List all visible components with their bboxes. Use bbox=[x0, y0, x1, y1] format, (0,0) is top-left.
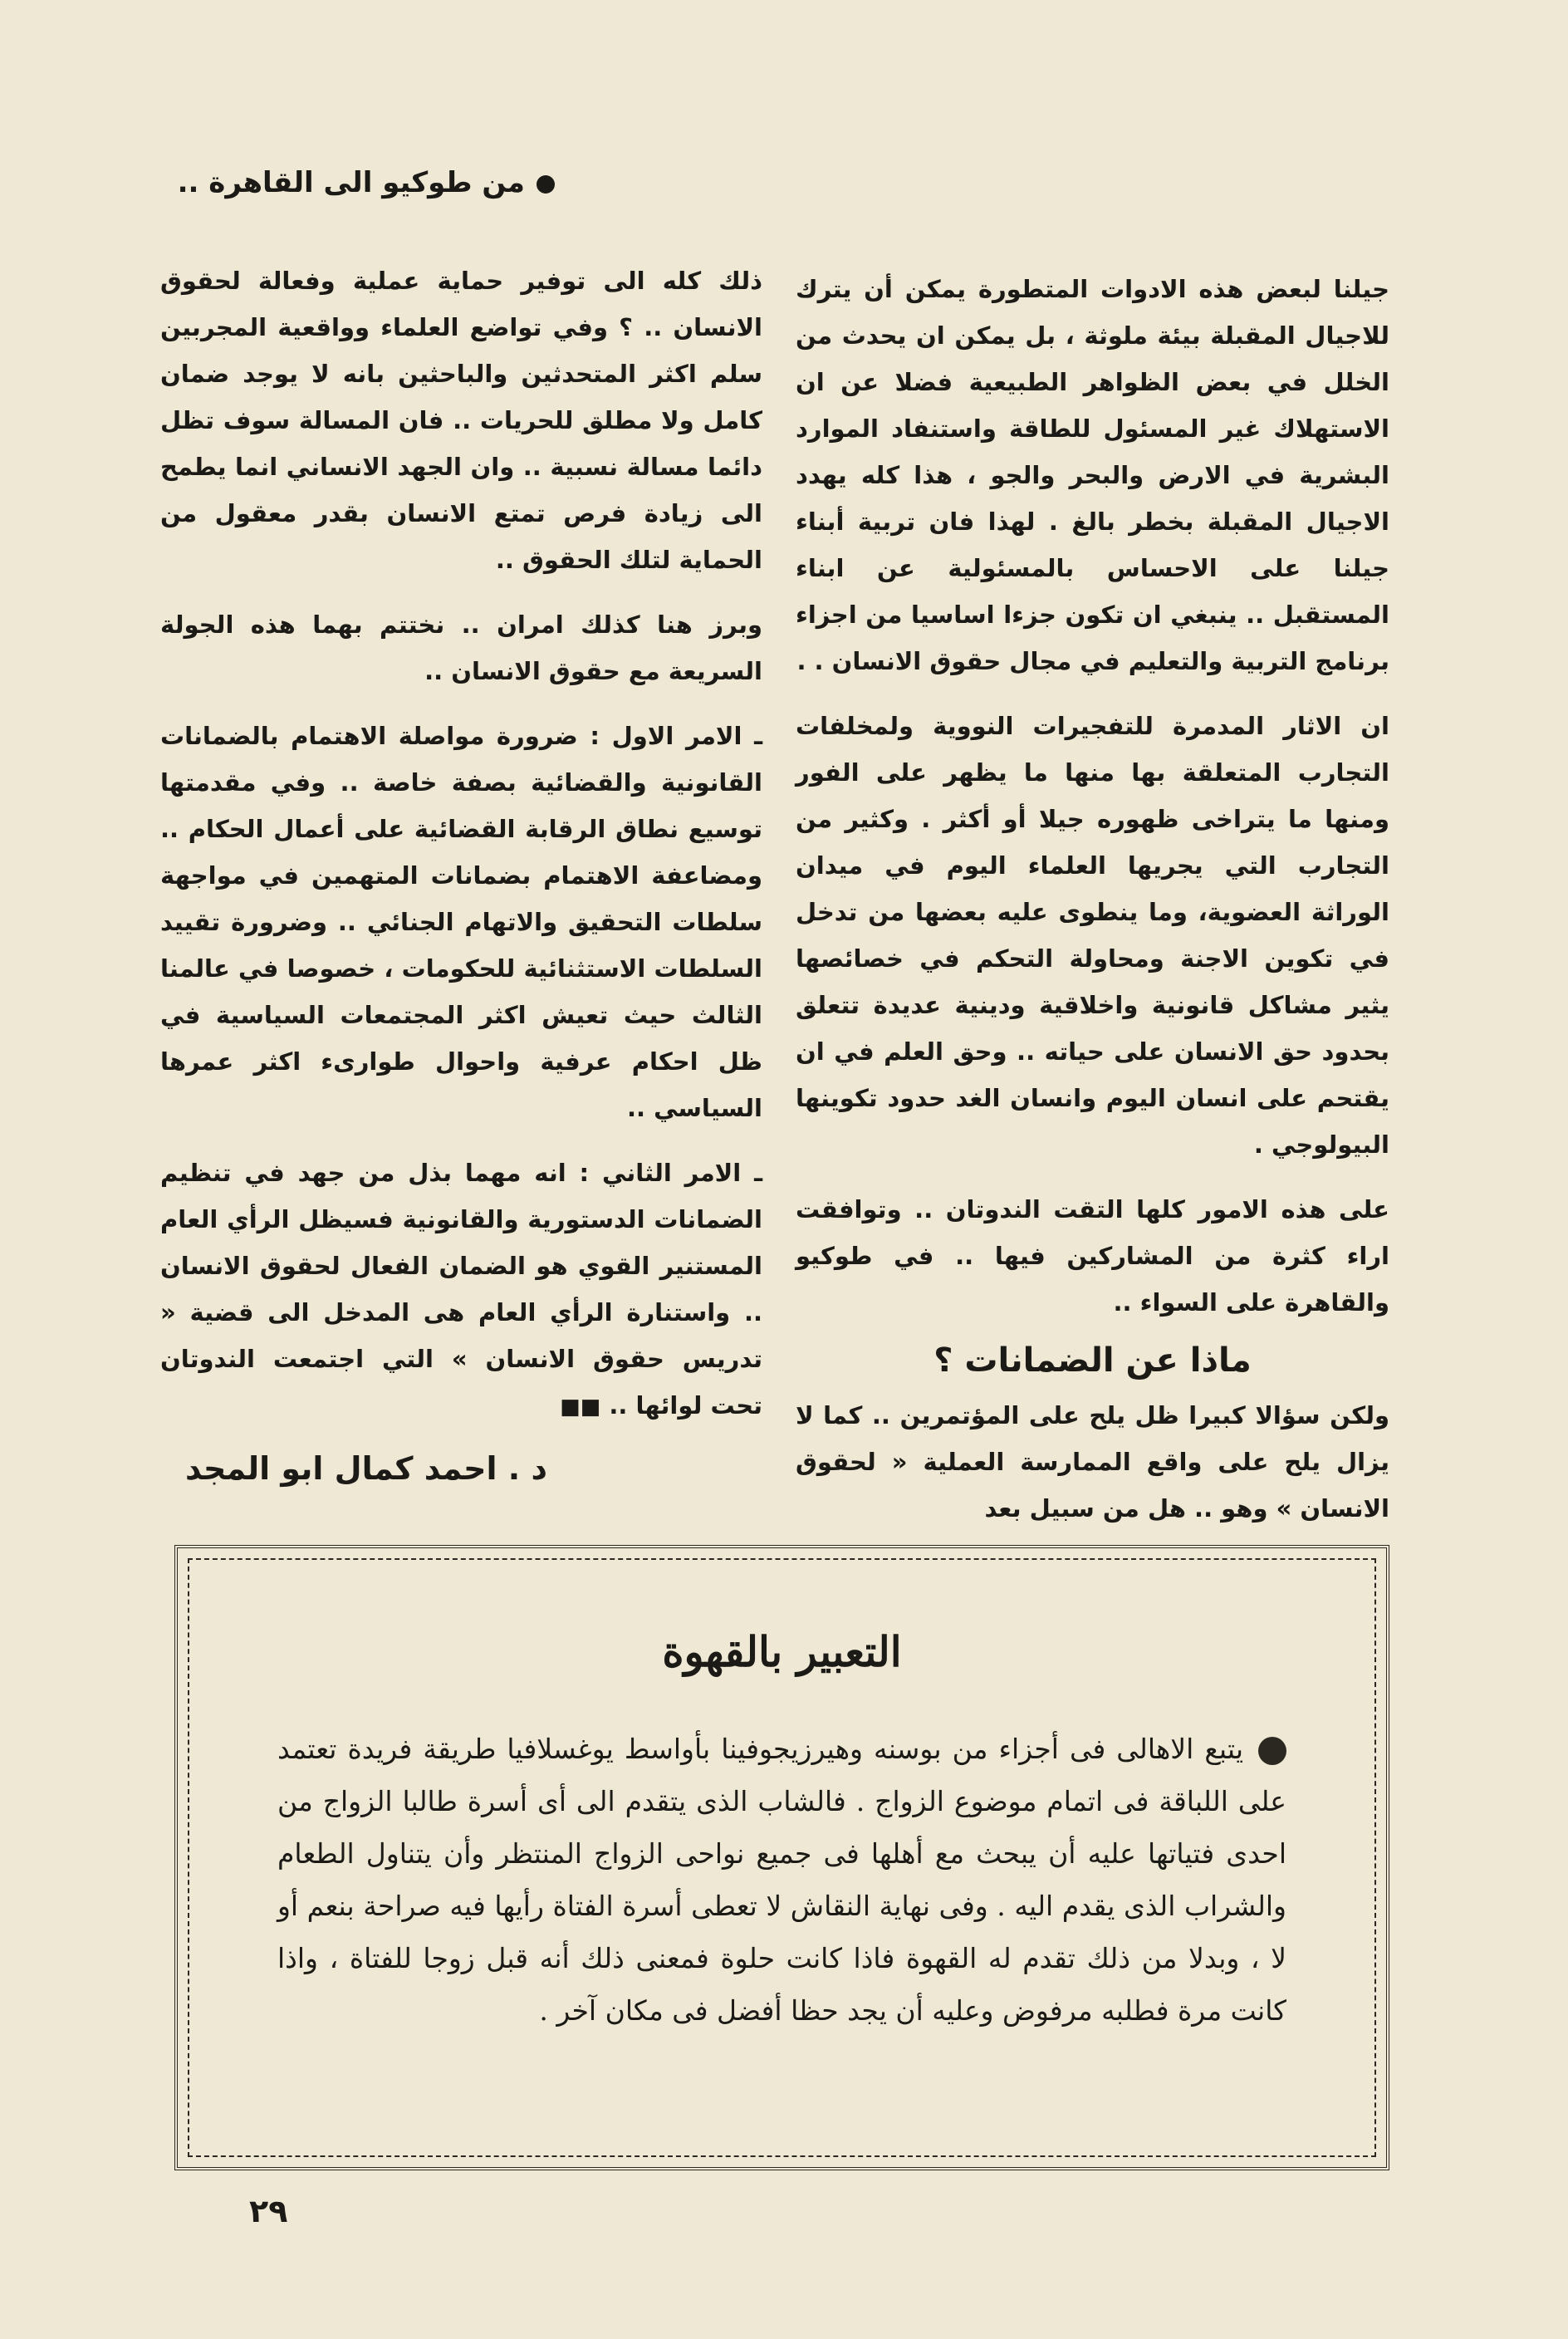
box-title: التعبير بالقهوة bbox=[662, 1627, 902, 1676]
paragraph: ولكن سؤالا كبيرا ظل يلح على المؤتمرين .. كما لا يزال يلح على واقع الممارسة العملية « لحقوق الانسان » وهو .. هل من سبيل بعد bbox=[796, 1401, 1389, 1523]
paragraph: جيلنا لبعض هذه الادوات المتطورة يمكن أن يترك للاجيال المقبلة بيئة ملوثة ، بل يمكن ان يحدث من الخلل في بعض الظواهر الطبيعية فضلا عن ان الاستهلاك غير المسئول للطاقة واستنفاد الموارد البشرية في الارض والبحر والجو ، هذا كله يهدد الاجيال المقبلة بخطر بالغ . لهذا فان تربية أبناء جيلنا على الاحساس بالمسئولية عن ابناء المستقبل .. ينبغي ان تكون جزءا اساسيا من اجزاء برنامج التربية والتعليم في مجال حقوق الانسان . . bbox=[796, 275, 1389, 675]
paragraph: وبرز هنا كذلك امران .. نختتم بهما هذه الجولة السريعة مع حقوق الانسان .. bbox=[160, 610, 762, 685]
article-column-left bbox=[160, 257, 762, 1492]
paragraph bbox=[160, 1150, 762, 1430]
header-title: من طوكيو الى القاهرة .. bbox=[177, 166, 525, 199]
page-number: ٢٩ bbox=[249, 2193, 288, 2229]
subheading: ماذا عن الضمانات ؟ bbox=[933, 1341, 1252, 1380]
sidebar-box bbox=[174, 1545, 1389, 2170]
box-text: يتبع الاهالى فى أجزاء من بوسنه وهيرزيجوفينا بأواسط يوغسلافيا طريقة فريدة تعتمد على اللباقة فى اتمام موضوع الزواج . فالشاب الذى يتقدم الى أى أسرة طالبا الزواج من احدى فتياتها عليه أن يبحث مع أهلها فى جميع نواحى الزواج المنتظر وأن يتناول الطعام والشراب الذى يقدم اليه . وفى نهاية النقاش لا تعطى أسرة الفتاة رأيها فيه صراحة بنعم أو لا ، وبدلا من ذلك تقدم له القهوة فاذا كانت حلوة فمعنى ذلك أنه قبل زوجا للفتاة ، واذا كانت مرة فطلبه مرفوض وعليه أن يجد حظا أفضل فى مكان آخر . bbox=[277, 1733, 1286, 2027]
section-header bbox=[140, 166, 555, 199]
end-mark: ■■ bbox=[560, 1395, 601, 1420]
author-signature: د . احمد كمال ابو المجد bbox=[185, 1450, 547, 1487]
paragraph-text: ـ الامر الثاني : انه مهما بذل من جهد في تنظيم الضمانات الدستورية والقانونية فسيظل الرأي العام المستنير القوي هو الضمان الفعال لحقوق الانسان .. واستنارة الرأي العام هى المدخل الى قضية « تدريس حقوق الانسان » التي اجتمعت الندوتان تحت لوائها .. bbox=[160, 1159, 762, 1420]
bullet-icon bbox=[1258, 1737, 1286, 1765]
paragraph: على هذه الامور كلها التقت الندوتان .. وتوافقت اراء كثرة من المشاركين فيها .. في طوكيو والقاهرة على السواء .. bbox=[796, 1195, 1389, 1317]
paragraph: ان الاثار المدمرة للتفجيرات النووية ولمخلفات التجارب المتعلقة بها منها ما يظهر على الفور ومنها ما يتراخى ظهوره جيلا أو أكثر . وكثير من التجارب التي يجريها العلماء اليوم في ميدان الوراثة العضوية، وما ينطوى عليه بعضها من تدخل في تكوين الاجنة ومحاولة التحكم في خصائصها يثير مشاكل قانونية واخلاقية ودينية عديدة تتعلق بحدود حق الانسان على حياته .. وحق العلم في ان يقتحم على انسان اليوم وانسان الغد حدود تكوينها البيولوجي . bbox=[796, 712, 1389, 1159]
box-body bbox=[277, 1723, 1286, 2037]
bullet-icon bbox=[537, 175, 555, 194]
paragraph: ذلك كله الى توفير حماية عملية وفعالة لحقوق الانسان .. ؟ وفي تواضع العلماء وواقعية المجربين سلم اكثر المتحدثين والباحثين بانه لا يوجد ضمان كامل ولا مطلق للحريات .. فان المسالة سوف تظل دائما مسالة نسبية .. وان الجهد الانساني انما يطمح الى زيادة فرص تمتع الانسان بقدر معقول من الحماية لتلك الحقوق .. bbox=[160, 267, 762, 574]
paragraph: ـ الامر الاول : ضرورة مواصلة الاهتمام بالضمانات القانونية والقضائية بصفة خاصة .. وفي مقدمتها توسيع نطاق الرقابة القضائية على أعمال الحكام .. ومضاعفة الاهتمام بضمانات المتهمين في مواجهة سلطات التحقيق والاتهام الجنائي .. وضرورة تقييد السلطات الاستثنائية للحكومات ، خصوصا في عالمنا الثالث حيث تعيش اكثر المجتمعات السياسية في ظل احكام عرفية واحوال طوارىء اكثر عمرها السياسي .. bbox=[160, 722, 762, 1122]
article-column-right bbox=[796, 266, 1389, 1532]
